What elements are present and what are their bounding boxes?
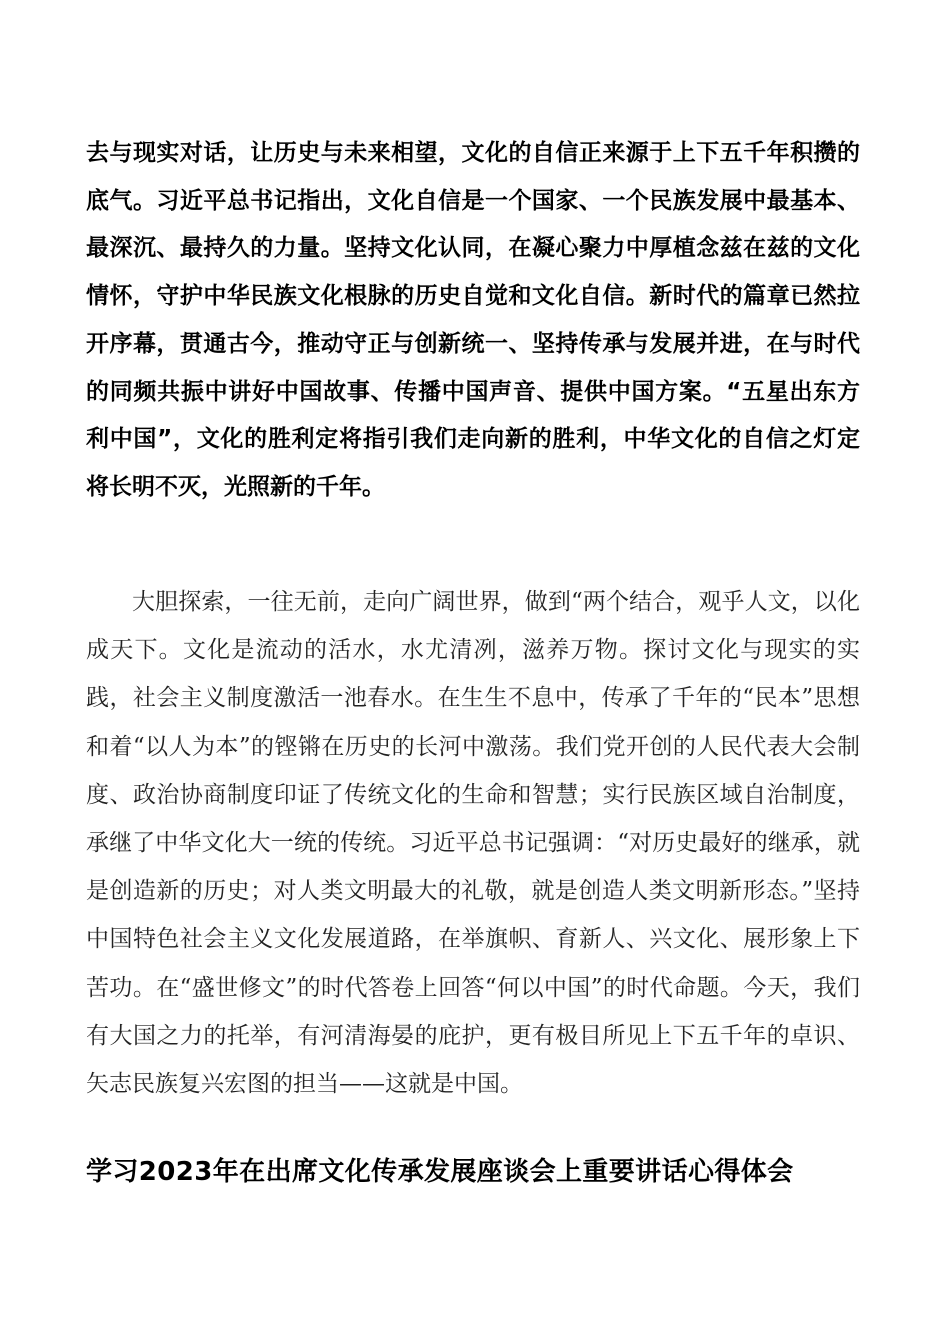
article-heading: 学习2023年在出席文化传承发展座谈会上重要讲话心得体会: [86, 1157, 794, 1187]
body-paragraph: 大胆探索，一往无前，走向广阔世界，做到“两个结合，观乎人文，以化成天下。文化是流动的活水，水尤清冽，滋养万物。探讨文化与现实的实践，社会主义制度激活一池春水。在生生不息中，传承了千年的“民本”思想和着“以人为本”的铿锵在历史的长河中激荡。我们党开创的人民代表大会制度、政治协商制度印证了传统文化的生命和智慧；实行民族区域自治制度，承继了中华文化大一统的传统。习近平总书记强调：“对历史最好的继承，就是创造新的历史；对人类文明最大的礼敬，就是创造人类文明新形态。”坚持中国特色社会主义文化发展道路，在举旗帜、育新人、兴文化、展形象上下苦功。在“盛世修文”的时代答卷上回答“何以中国”的时代命题。今天，我们有大国之力的托举，有河清海晏的庇护，更有极目所见上下五千年的卓识、矢志民族复兴宏图的担当——这就是中国。: [86, 589, 860, 1098]
bold-paragraph: 去与现实对话，让历史与未来相望，文化的自信正来源于上下五千年积攒的底气。习近平总书记指出，文化自信是一个国家、一个民族发展中最基本、最深沉、最持久的力量。坚持文化认同，在凝心聚力中厚植念兹在兹的文化情怀，守护中华民族文化根脉的历史自觉和文化自信。新时代的篇章已然拉开序幕，贯通古今，推动守正与创新统一、坚持传承与发展并进，在与时代的同频共振中讲好中国故事、传播中国声音、提供中国方案。“五星出东方利中国”，文化的胜利定将指引我们走向新的胜利，中华文化的自信之灯定将长明不灭，光照新的千年。: [86, 140, 860, 500]
